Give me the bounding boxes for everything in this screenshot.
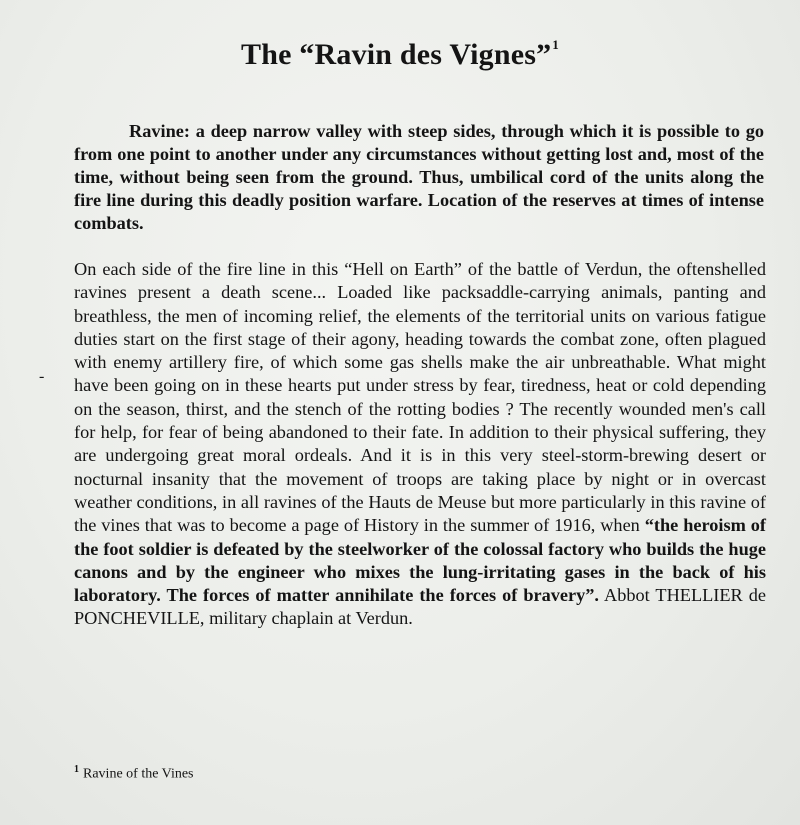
footnote-text: Ravine of the Vines: [83, 766, 194, 782]
intro-paragraph: Ravine: a deep narrow valley with steep sides, through which it is possible to go from one point to another under any circumstances without getting lost and, most of the time, without being seen from the ground. Thus, umbilical cord of the units along the fire line during this deadly position warfare. Location of the reserves at times of intense combats.: [74, 121, 764, 233]
body-paragraph: [74, 258, 766, 631]
title-text: The “Ravin des Vignes”: [241, 38, 552, 71]
footnote: [74, 764, 194, 783]
title-footnote-marker: 1: [552, 37, 559, 52]
body-text: On each side of the fire line in this “Hell on Earth” of the battle of Verdun, the oftenshelled ravines present a death scene... Loaded like packsaddle-carrying animals, panting and breathless, the men of incoming relief, the elements of the territorial units on various fatigue duties start on the first stage of their agony, heading towards the combat zone, often plagued with enemy artillery fire, of which some gas shells make the air unbreathable. What might have been going on in these hearts put under stress by fear, tiredness, heat or cold depending on the season, thirst, and the stench of the rotting bodies ? The recently wounded men's call for help, for fear of being abandoned to their fate. In addition to their physical suffering, they are undergoing great moral ordeals. And it is in this very steel-storm-brewing desert or nocturnal insanity that the movement of troops are taking place by night or in overcast weather conditions, in all ravines of the Hauts de Meuse but more particularly in this ravine of the vines that was to become a page of History in the summer of 1916, when: [74, 259, 766, 536]
document-title: [0, 38, 800, 72]
footnote-number: 1: [74, 764, 79, 775]
quotation: “the heroism of the foot soldier is defeated by the steelworker of the colossal factory who builds the huge canons and by the engineer who mixes the lung-irritating gases in the back of his laboratory. The forces of matter annihilate the forces of bravery”.: [74, 515, 766, 606]
quotation-attribution: Abbot THELLIER de PONCHEVILLE, military chaplain at Verdun.: [74, 585, 767, 629]
margin-mark: -: [39, 368, 45, 385]
